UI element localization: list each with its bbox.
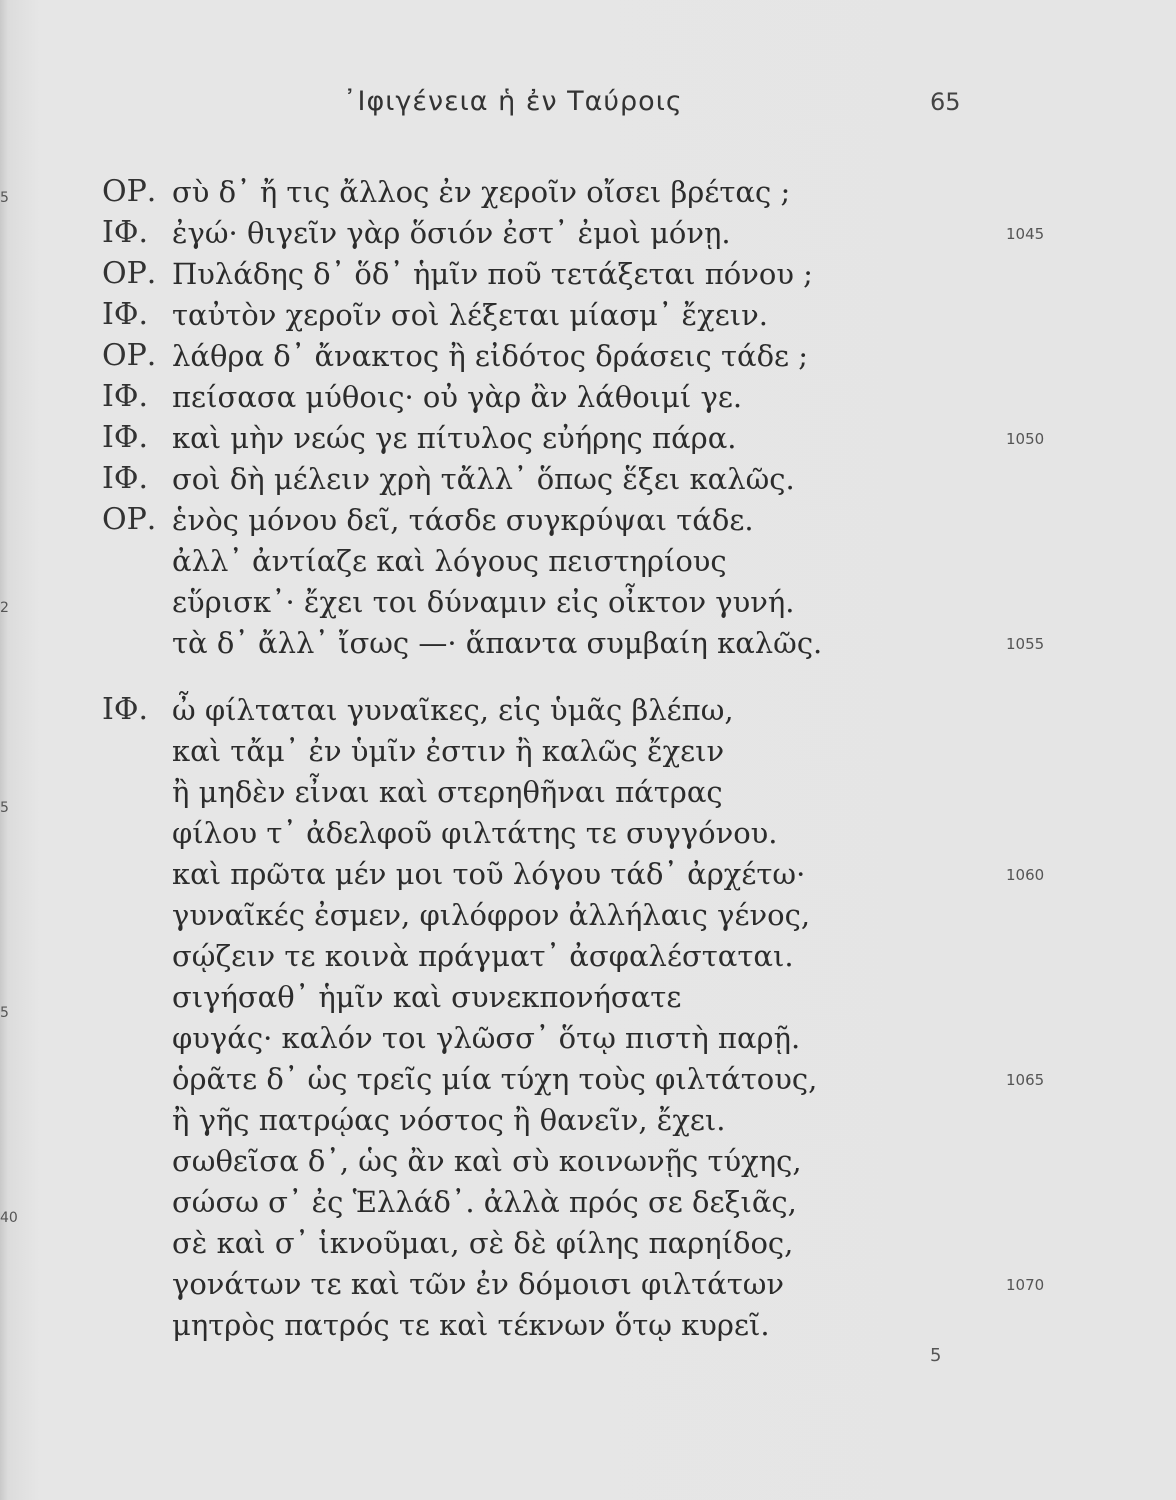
verse-text: ὦ φίλταται γυναῖκες, εἰς ὑμᾶς βλέπω, <box>172 693 734 727</box>
speaker-label: ΟΡ. <box>102 338 157 373</box>
speech-block <box>0 690 1176 1346</box>
speaker-label: ΙΦ. <box>102 297 148 332</box>
line-number: 1055 <box>1006 635 1045 653</box>
verse-text: ἀλλ᾽ ἀντίαζε καὶ λόγους πειστηρίους <box>172 544 727 578</box>
verse-line <box>0 977 1176 1018</box>
line-number: 1065 <box>1006 1071 1045 1089</box>
verse-text: ὁρᾶτε δ᾽ ὡς τρεῖς μία τύχη τοὺς φιλτάτους, <box>172 1062 818 1096</box>
verse-line <box>0 377 1176 418</box>
verse-line <box>0 1059 1176 1100</box>
margin-mark: 5 <box>0 190 9 206</box>
verse-text: σὺ δ᾽ ἤ τις ἄλλος ἐν χεροῖν οἴσει βρέτας ; <box>172 175 791 209</box>
verse-line <box>0 172 1176 213</box>
verse-text: καὶ τἄμ᾽ ἐν ὑμῖν ἐστιν ἢ καλῶς ἔχειν <box>172 734 725 768</box>
verse-line <box>0 541 1176 582</box>
verse-text: Πυλάδης δ᾽ ὅδ᾽ ἡμῖν ποῦ τετάξεται πόνου ; <box>172 257 813 291</box>
speaker-label: ΙΦ. <box>102 379 148 414</box>
running-head <box>0 86 1176 126</box>
speaker-label: ΟΡ. <box>102 256 157 291</box>
verse-text: καὶ πρῶτα μέν μοι τοῦ λόγου τάδ᾽ ἀρχέτω· <box>172 857 806 891</box>
margin-mark: 40 <box>0 1210 18 1226</box>
verse-line <box>0 772 1176 813</box>
verse-text: ἐγώ· θιγεῖν γὰρ ὅσιόν ἐστ᾽ ἐμοὶ μόνῃ. <box>172 216 731 250</box>
speaker-label: ΟΡ. <box>102 502 157 537</box>
signature-mark: 5 <box>930 1345 942 1366</box>
page-title: ᾿Ιφιγένεια ἡ ἐν Ταύροις <box>343 86 683 117</box>
verse-text: ἢ μηδὲν εἶναι καὶ στερηθῆναι πάτρας <box>172 775 723 809</box>
verse-text: γυναῖκές ἐσμεν, φιλόφρον ἀλλήλαις γένος, <box>172 898 811 932</box>
verse-text: σῴζειν τε κοινὰ πράγματ᾽ ἀσφαλέσταται. <box>172 939 794 973</box>
speaker-label: ΟΡ. <box>102 174 157 209</box>
verse-line <box>0 813 1176 854</box>
verse-line <box>0 1182 1176 1223</box>
line-number: 1050 <box>1006 430 1045 448</box>
verse-line <box>0 936 1176 977</box>
verse-line <box>0 1223 1176 1264</box>
verse-text: σωθεῖσα δ᾽, ὡς ἂν καὶ σὺ κοινωνῇς τύχης, <box>172 1144 802 1178</box>
verse-text: φίλου τ᾽ ἀδελφοῦ φιλτάτης τε συγγόνου. <box>172 816 778 850</box>
line-number: 1060 <box>1006 866 1045 884</box>
verse-line <box>0 1141 1176 1182</box>
verse-line <box>0 582 1176 623</box>
line-number: 1045 <box>1006 225 1045 243</box>
verse-text: λάθρα δ᾽ ἄνακτος ἢ εἰδότος δράσεις τάδε ; <box>172 339 809 373</box>
verse-line <box>0 1018 1176 1059</box>
verse-text: σοὶ δὴ μέλειν χρὴ τἄλλ᾽ ὅπως ἕξει καλῶς. <box>172 462 795 496</box>
speaker-label: ΙΦ. <box>102 420 148 455</box>
verse-line <box>0 213 1176 254</box>
speaker-label: ΙΦ. <box>102 692 148 727</box>
verse-text: μητρὸς πατρός τε καὶ τέκνων ὅτῳ κυρεῖ. <box>172 1308 770 1342</box>
verse-line <box>0 254 1176 295</box>
verse-line <box>0 731 1176 772</box>
verse-line <box>0 1100 1176 1141</box>
verse-line <box>0 500 1176 541</box>
margin-mark: 2 <box>0 600 9 616</box>
verse-text: φυγάς· καλόν τοι γλῶσσ᾽ ὅτῳ πιστὴ παρῇ. <box>172 1021 801 1055</box>
verse-text: καὶ μὴν νεώς γε πίτυλος εὐήρης πάρα. <box>172 421 737 455</box>
verse-line <box>0 1305 1176 1346</box>
verse-text: τὰ δ᾽ ἄλλ᾽ ἴσως —· ἅπαντα συμβαίη καλῶς. <box>172 626 823 660</box>
verse-text: ἑνὸς μόνου δεῖ, τάσδε συγκρύψαι τάδε. <box>172 503 754 537</box>
speaker-label: ΙΦ. <box>102 461 148 496</box>
verse-line <box>0 690 1176 731</box>
verse-text: σὲ καὶ σ᾽ ἱκνοῦμαι, σὲ δὲ φίλης παρηίδος, <box>172 1226 794 1260</box>
dialogue-block <box>0 172 1176 664</box>
page-number: 65 <box>930 88 961 116</box>
verse-line <box>0 295 1176 336</box>
verse-line <box>0 459 1176 500</box>
verse-line <box>0 623 1176 664</box>
verse-text: ἢ γῆς πατρῴας νόστος ἢ θανεῖν, ἔχει. <box>172 1103 726 1137</box>
speaker-label: ΙΦ. <box>102 215 148 250</box>
margin-mark: 5 <box>0 1005 9 1021</box>
verse-text: γονάτων τε καὶ τῶν ἐν δόμοισι φιλτάτων <box>172 1267 785 1301</box>
margin-mark: 5 <box>0 800 9 816</box>
verse-line <box>0 1264 1176 1305</box>
verse-text: πείσασα μύθοις· οὐ γὰρ ἂν λάθοιμί γε. <box>172 380 743 414</box>
verse-line <box>0 336 1176 377</box>
verse-text: ταὐτὸν χεροῖν σοὶ λέξεται μίασμ᾽ ἔχειν. <box>172 298 768 332</box>
verse-text: σώσω σ᾽ ἐς Ἑλλάδ᾽. ἀλλὰ πρός σε δεξιᾶς, <box>172 1185 797 1219</box>
verse-line <box>0 418 1176 459</box>
verse-text: εὕρισκ᾽· ἔχει τοι δύναμιν εἰς οἶκτον γυνή. <box>172 585 795 619</box>
verse-line <box>0 854 1176 895</box>
verse-text: σιγήσαθ᾽ ἡμῖν καὶ συνεκπονήσατε <box>172 980 682 1014</box>
line-number: 1070 <box>1006 1276 1045 1294</box>
verse-line <box>0 895 1176 936</box>
